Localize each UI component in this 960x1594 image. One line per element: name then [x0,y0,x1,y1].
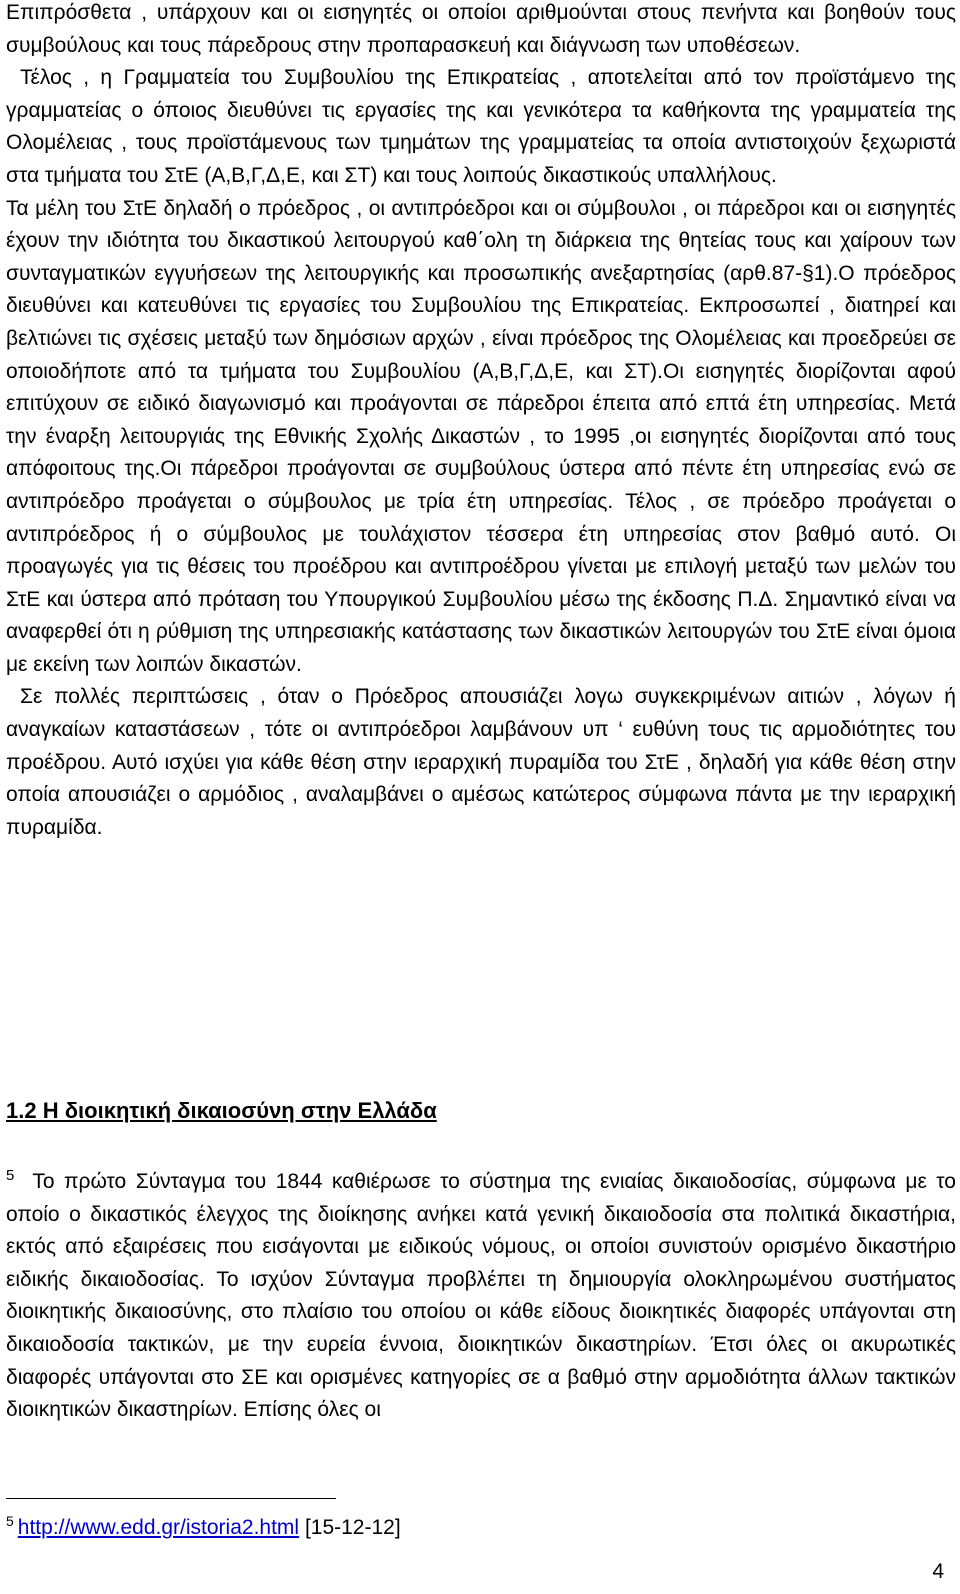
footnote-reference[interactable]: 5 [6,1167,15,1184]
section-body [6,1166,956,1427]
footnote-link[interactable]: http://www.edd.gr/istoria2.html [17,1516,300,1539]
footnote [6,1515,401,1541]
paragraph-administrative-justice [6,1166,956,1427]
paragraph-absence: Σε πολλές περιπτώσεις , όταν ο Πρόεδρος απουσιάζει λογω συγκεκριμένων αιτιών , λόγων ή αναγκαίων καταστάσεων , τότε οι αντιπρόεδροι λαμβάνουν υπ ‘ ευθύνη τους τις αρμοδιότητες του προέδρου. Αυτό ισχύει για κάθε θέση στην ιεραρχική πυραμίδα του ΣτΕ , δηλαδή για κάθε θέση στην οποία απουσιάζει ο αρμόδιος , αναλαμβάνει ο αμέσως κατώτερος σύμφωνα πάντα με την ιεραρχική πυραμίδα. [6,685,956,839]
footnote-date: [15-12-12] [304,1516,401,1539]
paragraph-introduction: Επιπρόσθετα , υπάρχουν και οι εισηγητές οι οποίοι αριθμούνται στους πενήντα και βοηθούν τους συμβούλους και τους πάρεδρους στην προπαρασκευή και διάγνωση των υποθέσεων. [6,1,956,57]
paragraph-members: Τα μέλη του ΣτΕ δηλαδή ο πρόεδρος , οι αντιπρόεδροι και οι σύμβουλοι , οι πάρεδροι και οι εισηγητές έχουν την ιδιότητα του δικαστικού λειτουργού καθ΄ολη τη διάρκεια της θητείας τους και χαίρουν των συνταγματικών εγγυήσεων της λειτουργικής και προσωπικής ανεξαρτησίας (αρθ.87-§1).Ο πρόεδρος διευθύνει και κατευθύνει τις εργασίες του Συμβουλίου της Επικρατείας. Εκπροσωπεί , διατηρεί και βελτιώνει τις σχέσεις μεταξύ των δημόσιων αρχών , είναι πρόεδρος της Ολομέλειας και προεδρεύει σε οποιοδήποτε από τα τμήματα του Συμβουλίου (Α,Β,Γ,Δ,Ε, και ΣΤ).Οι εισηγητές διορίζονται αφού επιτύχουν σε ειδικό διαγωνισμό και προάγονται σε πάρεδροι έπειτα από επτά έτη υπηρεσίας. Μετά την έναρξη λειτουργιάς της Εθνικής Σχολής Δικαστών , το 1995 ,οι εισηγητές διορίζονται από τους απόφοιτους της.Οι πάρεδροι προάγονται σε συμβούλους ύστερα από πέντε έτη υπηρεσίας ενώ σε αντιπρόεδρο προάγεται ο σύμβουλος με τρία έτη υπηρεσίας. Τέλος , σε πρόεδρο προάγεται ο αντιπρόεδρος ή ο σύμβουλος με τουλάχιστον τέσσερα έτη υπηρεσίας στον βαθμό αυτό. Οι προαγωγές για τις θέσεις του προέδρου και αντιπροέδρου γίνεται με επιλογή μεταξύ των μελών του ΣτΕ και ύστερα από πρόταση του Υπουργικού Συμβουλίου μέσω της έκδοσης Π.Δ. Σημαντικό είναι να αναφερθεί ότι η ρύθμιση της υπηρεσιακής κατάστασης των δικαστικών λειτουργών του ΣτΕ είναι όμοια με εκείνη των λοιπών δικαστών. [6,196,956,676]
footnote-separator [6,1498,336,1499]
paragraph-text: Το πρώτο Σύνταγμα του 1844 καθιέρωσε το σύστημα της ενιαίας δικαιοδοσίας, σύμφωνα με το οποίο ο δικαστικός έλεγχος της διοίκησης ανήκει κατά γενική δικαιοδοσία στα πολιτικά δικαστήρια, εκτός από εξαιρέσεις που εισάγονται με ειδικούς νόμους, οι οποίοι συνιστούν ορισμένο δικαστήριο ειδικής δικαιοδοσίας. Το ισχύον Σύνταγμα προβλέπει τη δημιουργία ολοκληρωμένου συστήματος διοικητικής δικαιοσύνης, στο πλαίσιο του οποίου οι κάθε είδους διοικητικές διαφορές υπάγονται στη δικαιοδοσία τακτικών, με την ευρεία έννοια, διοικητικών δικαστηρίων. Έτσι όλες οι ακυρωτικές διαφορές υπάγονται στο ΣΕ και ορισμένες κατηγορίες σε α βαθμό στην αρμοδιότητα άλλων τακτικών διοικητικών δικαστηρίων. Επίσης όλες οι [6,1170,956,1422]
paragraph-secretariat: Τέλος , η Γραμματεία του Συμβουλίου της Επικρατείας , αποτελείται από τον προϊστάμενο της γραμματείας ο όποιος διευθύνει τις εργασίες της και γενικότερα τα καθήκοντα της γραμματεία της Ολομέλειας , τους προϊστάμενους των τμημάτων της γραμματείας τα οποία αντιστοιχούν ξεχωριστά στα τμήματα του ΣτΕ (Α,Β,Γ,Δ,Ε, και ΣΤ) και τους λοιπούς δικαστικούς υπαλλήλους. [6,66,956,187]
section-heading: 1.2 Η διοικητική δικαιοσύνη στην Ελλάδα [6,1098,437,1123]
page-number: 4 [932,1560,944,1583]
footnote-number: 5 [6,1513,14,1529]
document-page [6,0,956,1594]
